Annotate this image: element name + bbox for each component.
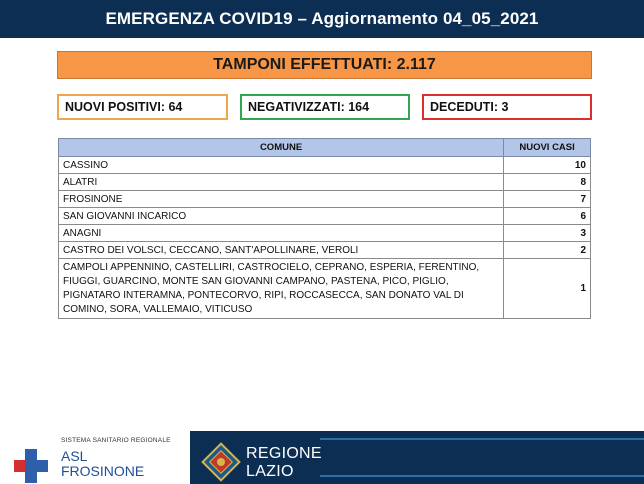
nuovi-positivi-label: NUOVI POSITIVI: 64: [65, 100, 183, 114]
negativizzati-box: [240, 94, 410, 120]
deceduti-label: DECEDUTI: 3: [430, 100, 509, 114]
table-row: [59, 225, 591, 242]
casi-cell: 8: [504, 174, 591, 191]
page-title: EMERGENZA COVID19 – Aggiornamento 04_05_2021: [105, 9, 539, 28]
table-row: [59, 242, 591, 259]
regione-line2: LAZIO: [246, 463, 294, 480]
table-row: [59, 259, 591, 319]
comune-cell: ALATRI: [59, 174, 504, 191]
casi-cell: 10: [504, 157, 591, 174]
casi-cell: 1: [504, 259, 591, 319]
deceduti-box: [422, 94, 592, 120]
casi-cell: 7: [504, 191, 591, 208]
asl-cross-icon: [14, 449, 48, 483]
column-header-comune: COMUNE: [59, 139, 504, 157]
casi-cell: 6: [504, 208, 591, 225]
table-row: [59, 157, 591, 174]
regione-lazio-emblem-icon: [201, 442, 241, 482]
asl-name: [61, 449, 144, 479]
regione-lazio-banner: [190, 431, 644, 484]
comune-cell: CAMPOLI APPENNINO, CASTELLIRI, CASTROCIELO, CEPRANO, ESPERIA, FERENTINO, FIUGGI, GUARCINO, MONTE SAN GIOVANNI CAMPANO, PASTENA, PICO, PIGLIO, PIGNATARO INTERAMNA, PONTECORVO, RIPI, ROCCASECCA, SAN DONATO VAL DI COMINO, SORA, VALLEMAIO, VITICUSO: [59, 259, 504, 319]
asl-logo: [0, 430, 190, 484]
asl-line1: ASL: [61, 448, 88, 464]
table-header-row: [59, 139, 591, 157]
negativizzati-label: NEGATIVIZZATI: 164: [248, 100, 370, 114]
comune-cell: ANAGNI: [59, 225, 504, 242]
page-header: [0, 0, 644, 38]
tamponi-label: TAMPONI EFFETTUATI: 2.117: [213, 56, 436, 73]
table-row: [59, 191, 591, 208]
casi-cell: 3: [504, 225, 591, 242]
table-row: [59, 174, 591, 191]
ssr-label: SISTEMA SANITARIO REGIONALE: [61, 437, 171, 444]
comune-cell: CASSINO: [59, 157, 504, 174]
casi-cell: 2: [504, 242, 591, 259]
comuni-table: [58, 138, 591, 319]
comune-cell: SAN GIOVANNI INCARICO: [59, 208, 504, 225]
column-header-nuovi-casi: NUOVI CASI: [504, 139, 591, 157]
regione-line1: REGIONE: [246, 445, 322, 462]
tamponi-banner: [57, 51, 592, 79]
comune-cell: FROSINONE: [59, 191, 504, 208]
nuovi-positivi-box: [57, 94, 228, 120]
regione-name: [246, 445, 322, 481]
asl-line2: FROSINONE: [61, 463, 145, 479]
table-row: [59, 208, 591, 225]
comune-cell: CASTRO DEI VOLSCI, CECCANO, SANT'APOLLINARE, VEROLI: [59, 242, 504, 259]
